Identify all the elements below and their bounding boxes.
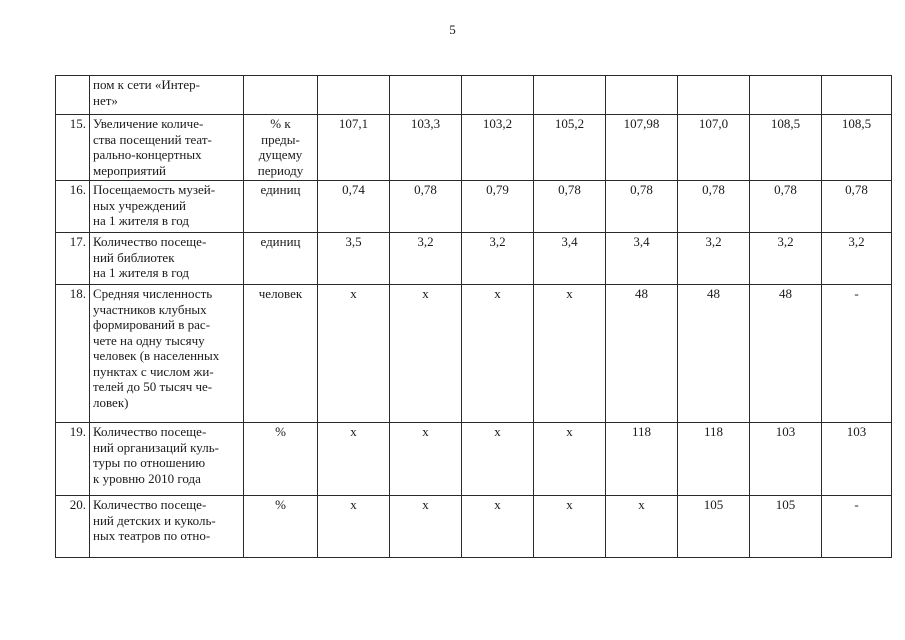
- value-cell: 0,78: [606, 181, 678, 233]
- value-cell: 118: [678, 423, 750, 496]
- table-row: [56, 181, 892, 233]
- table-row: [56, 76, 892, 115]
- value-cell: 107,98: [606, 115, 678, 181]
- table-row: [56, 496, 892, 558]
- row-number-cell: 18.: [56, 285, 90, 423]
- page-number: 5: [449, 22, 456, 37]
- value-cell: х: [534, 423, 606, 496]
- value-cell: 103,3: [390, 115, 462, 181]
- value-cell: [318, 76, 390, 115]
- value-cell: х: [390, 423, 462, 496]
- value-cell: [822, 76, 892, 115]
- value-cell: 3,4: [534, 233, 606, 285]
- row-number-cell: [56, 76, 90, 115]
- value-cell: х: [390, 496, 462, 558]
- value-cell: [750, 76, 822, 115]
- value-cell: 0,79: [462, 181, 534, 233]
- unit-cell: единиц: [244, 181, 318, 233]
- value-cell: 3,2: [390, 233, 462, 285]
- row-number-cell: 19.: [56, 423, 90, 496]
- value-cell: 107,0: [678, 115, 750, 181]
- value-cell: 3,5: [318, 233, 390, 285]
- value-cell: 107,1: [318, 115, 390, 181]
- row-number-cell: 15.: [56, 115, 90, 181]
- value-cell: х: [534, 285, 606, 423]
- unit-cell: человек: [244, 285, 318, 423]
- value-cell: [390, 76, 462, 115]
- indicator-name-cell: Средняя численность участников клубных формирований в рас- чете на одну тысячу человек (в населенных пунктах с числом жи- телей до 50 тысяч че- ловек): [90, 285, 244, 423]
- unit-cell: % к преды- дущему периоду: [244, 115, 318, 181]
- value-cell: 3,2: [750, 233, 822, 285]
- value-cell: х: [390, 285, 462, 423]
- value-cell: 3,2: [678, 233, 750, 285]
- value-cell: х: [318, 496, 390, 558]
- value-cell: 103: [822, 423, 892, 496]
- row-number-cell: 17.: [56, 233, 90, 285]
- value-cell: 48: [606, 285, 678, 423]
- value-cell: 3,4: [606, 233, 678, 285]
- indicator-name-cell: Количество посеще- ний библиотек на 1 жителя в год: [90, 233, 244, 285]
- value-cell: 105: [678, 496, 750, 558]
- value-cell: [606, 76, 678, 115]
- value-cell: х: [462, 285, 534, 423]
- indicator-name-cell: Количество посеще- ний организаций куль- туры по отношению к уровню 2010 года: [90, 423, 244, 496]
- indicator-name-cell: пом к сети «Интер- нет»: [90, 76, 244, 115]
- indicator-name-cell: Посещаемость музей- ных учреждений на 1 жителя в год: [90, 181, 244, 233]
- value-cell: х: [318, 285, 390, 423]
- table-row: [56, 115, 892, 181]
- value-cell: 103,2: [462, 115, 534, 181]
- value-cell: 105: [750, 496, 822, 558]
- unit-cell: %: [244, 423, 318, 496]
- value-cell: 0,78: [750, 181, 822, 233]
- value-cell: 48: [750, 285, 822, 423]
- value-cell: 0,78: [534, 181, 606, 233]
- value-cell: 108,5: [822, 115, 892, 181]
- table-row: [56, 285, 892, 423]
- value-cell: 0,78: [390, 181, 462, 233]
- value-cell: 48: [678, 285, 750, 423]
- table-row: [56, 233, 892, 285]
- value-cell: -: [822, 496, 892, 558]
- indicator-name-cell: Увеличение количе- ства посещений теат- рально-концертных мероприятий: [90, 115, 244, 181]
- value-cell: 0,74: [318, 181, 390, 233]
- value-cell: 0,78: [822, 181, 892, 233]
- indicator-name-cell: Количество посеще- ний детских и куколь- ных театров по отно-: [90, 496, 244, 558]
- value-cell: [534, 76, 606, 115]
- value-cell: х: [462, 496, 534, 558]
- value-cell: 0,78: [678, 181, 750, 233]
- unit-cell: %: [244, 496, 318, 558]
- indicators-table: [55, 75, 892, 558]
- value-cell: х: [462, 423, 534, 496]
- unit-cell: [244, 76, 318, 115]
- row-number-cell: 20.: [56, 496, 90, 558]
- value-cell: 3,2: [822, 233, 892, 285]
- unit-cell: единиц: [244, 233, 318, 285]
- value-cell: [678, 76, 750, 115]
- value-cell: х: [606, 496, 678, 558]
- value-cell: 118: [606, 423, 678, 496]
- value-cell: 3,2: [462, 233, 534, 285]
- value-cell: х: [318, 423, 390, 496]
- row-number-cell: 16.: [56, 181, 90, 233]
- value-cell: -: [822, 285, 892, 423]
- value-cell: х: [534, 496, 606, 558]
- table-row: [56, 423, 892, 496]
- value-cell: 108,5: [750, 115, 822, 181]
- value-cell: 105,2: [534, 115, 606, 181]
- value-cell: [462, 76, 534, 115]
- value-cell: 103: [750, 423, 822, 496]
